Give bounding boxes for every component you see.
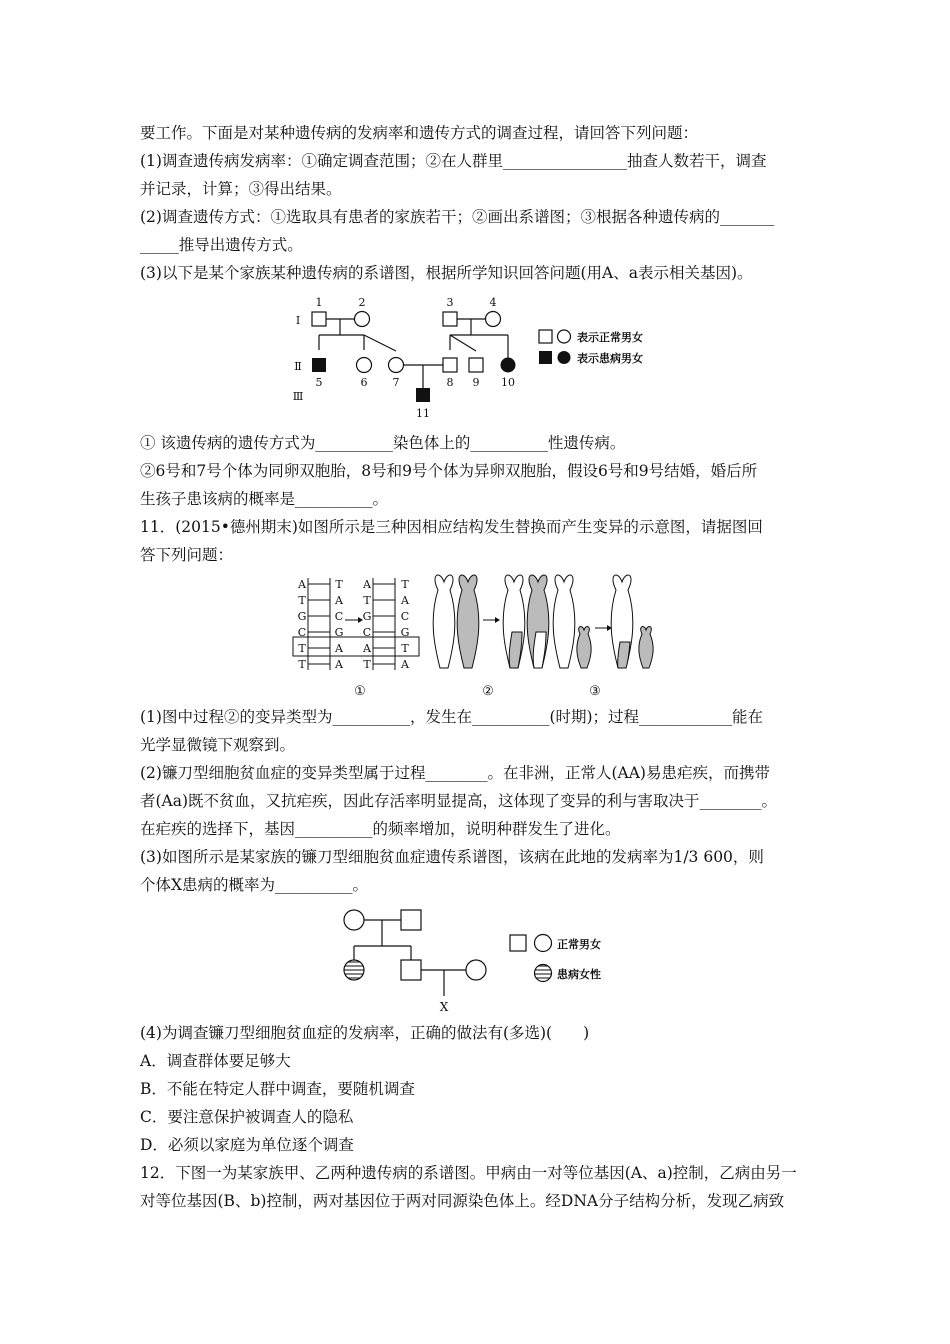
generation-label: Ⅰ bbox=[295, 314, 301, 327]
individual-id: 5 bbox=[315, 376, 323, 389]
text-line: 在疟疾的选择下，基因__________的频率增加，说明种群发生了进化。 bbox=[140, 820, 621, 838]
base-letter: A bbox=[335, 658, 343, 671]
individual-id: 7 bbox=[392, 376, 400, 389]
individual-id: 8 bbox=[446, 376, 454, 389]
individual-id: 10 bbox=[501, 376, 515, 389]
base-letter: T bbox=[363, 658, 371, 671]
base-letter: T bbox=[401, 578, 409, 591]
base-letter: C bbox=[334, 610, 344, 623]
individual-id: 2 bbox=[358, 296, 366, 309]
affected-male-5 bbox=[312, 358, 326, 372]
text-line: ②6号和7号个体为同卵双胞胎，8号和9号个体为异卵双胞胎，假设6号和9号结婚，婚后所 bbox=[140, 462, 758, 480]
legend-normal-label: 正常男女 bbox=[557, 938, 601, 951]
text-line: 对等位基因(B、b)控制，两对基因位于两对同源染色体上。经DNA分子结构分析，发现乙病致 bbox=[140, 1192, 785, 1210]
text-line: _____推导出遗传方式。 bbox=[140, 236, 303, 254]
option-a: A．调查群体要足够大 bbox=[140, 1052, 291, 1070]
affected-female-10 bbox=[501, 358, 516, 373]
individual-id: 9 bbox=[472, 376, 480, 389]
legend-affected-label: 患病女性 bbox=[557, 968, 601, 981]
text-line: 者(Aa)既不贫血，又抗疟疾，因此存活率明显提高，这体现了变异的利与害取决于________。 bbox=[140, 792, 778, 810]
base-letter: G bbox=[362, 610, 372, 623]
base-letter: A bbox=[298, 578, 306, 591]
text-line: 并记录，计算；③得出结果。 bbox=[140, 180, 342, 198]
option-d: D．必须以家庭为单位逐个调查 bbox=[140, 1136, 354, 1154]
individual-id: 11 bbox=[416, 407, 430, 420]
text-line: 11．(2015•德州期末)如图所示是三种因相应结构发生替换而产生变异的示意图，请据图回 bbox=[140, 518, 763, 536]
base-letter: T bbox=[298, 642, 306, 655]
base-letter: A bbox=[363, 578, 371, 591]
generation-label: Ⅲ bbox=[292, 390, 304, 403]
base-letter: A bbox=[401, 594, 409, 607]
individual-id: 1 bbox=[315, 296, 323, 309]
text-line: ① 该遗传病的遗传方式为__________染色体上的__________性遗传病。 bbox=[140, 434, 626, 452]
process-label-1: ① bbox=[354, 684, 366, 699]
affected-female bbox=[344, 960, 364, 980]
mutation-diagram bbox=[290, 572, 670, 700]
individual-id: 6 bbox=[360, 376, 368, 389]
base-letter: A bbox=[335, 594, 343, 607]
option-c: C．要注意保护被调查人的隐私 bbox=[140, 1108, 354, 1126]
base-letter: G bbox=[400, 626, 410, 639]
individual-id: 4 bbox=[489, 296, 497, 309]
base-letter: G bbox=[334, 626, 344, 639]
text-line: 个体X患病的概率为__________。 bbox=[140, 876, 369, 894]
text-line: 要工作。下面是对某种遗传病的发病率和遗传方式的调查过程，请回答下列问题： bbox=[140, 124, 699, 142]
base-letter: C bbox=[297, 626, 307, 639]
pedigree-chart-1 bbox=[290, 292, 680, 422]
text-line: 生孩子患该病的概率是__________。 bbox=[140, 490, 389, 508]
text-line: (4)为调查镰刀型细胞贫血症的发病率，正确的做法有(多选)( ) bbox=[140, 1024, 590, 1042]
individual-id: 3 bbox=[446, 296, 454, 309]
process-label-2: ② bbox=[482, 684, 494, 699]
individual-x-label: X bbox=[439, 1000, 449, 1014]
legend-normal-label: 表示正常男女 bbox=[577, 331, 643, 344]
base-letter: A bbox=[363, 642, 371, 655]
text-line: 光学显微镜下观察到。 bbox=[140, 736, 296, 754]
text-line: (1)调查遗传病发病率：①确定调查范围；②在人群里________________抽查人数若干，调查 bbox=[140, 152, 767, 170]
base-letter: T bbox=[363, 594, 371, 607]
base-letter: C bbox=[362, 626, 372, 639]
base-letter: T bbox=[401, 642, 409, 655]
text-line: (2)调查遗传方式：①选取具有患者的家族若干；②画出系谱图；③根据各种遗传病的_______ bbox=[140, 208, 775, 226]
base-letter: G bbox=[297, 610, 307, 623]
base-letter: C bbox=[400, 610, 410, 623]
process-label-3: ③ bbox=[589, 684, 601, 699]
base-letter: A bbox=[401, 658, 409, 671]
legend-affected-label: 表示患病男女 bbox=[577, 352, 643, 365]
base-letter: T bbox=[298, 594, 306, 607]
text-line: (2)镰刀型细胞贫血症的变异类型属于过程________。在非洲，正常人(AA)易患疟疾，而携带 bbox=[140, 764, 770, 782]
text-line: (3)以下是某个家族某种遗传病的系谱图，根据所学知识回答问题(用A、a表示相关基因)。 bbox=[140, 264, 753, 282]
option-b: B．不能在特定人群中调查，要随机调查 bbox=[140, 1080, 415, 1098]
generation-label: Ⅱ bbox=[294, 360, 302, 373]
text-line: (3)如图所示是某家族的镰刀型细胞贫血症遗传系谱图，该病在此地的发病率为1/3 600，则 bbox=[140, 848, 764, 866]
pedigree-chart-2 bbox=[330, 900, 630, 1020]
text-line: 答下列问题： bbox=[140, 546, 234, 564]
base-letter: T bbox=[335, 578, 343, 591]
text-line: (1)图中过程②的变异类型为__________，发生在__________(时期)；过程____________能在 bbox=[140, 708, 764, 726]
base-letter: T bbox=[298, 658, 306, 671]
base-letter: A bbox=[335, 642, 343, 655]
text-line: 12．下图一为某家族甲、乙两种遗传病的系谱图。甲病由一对等位基因(A、a)控制，乙病由另一 bbox=[140, 1164, 797, 1182]
affected-male-11 bbox=[416, 388, 430, 402]
